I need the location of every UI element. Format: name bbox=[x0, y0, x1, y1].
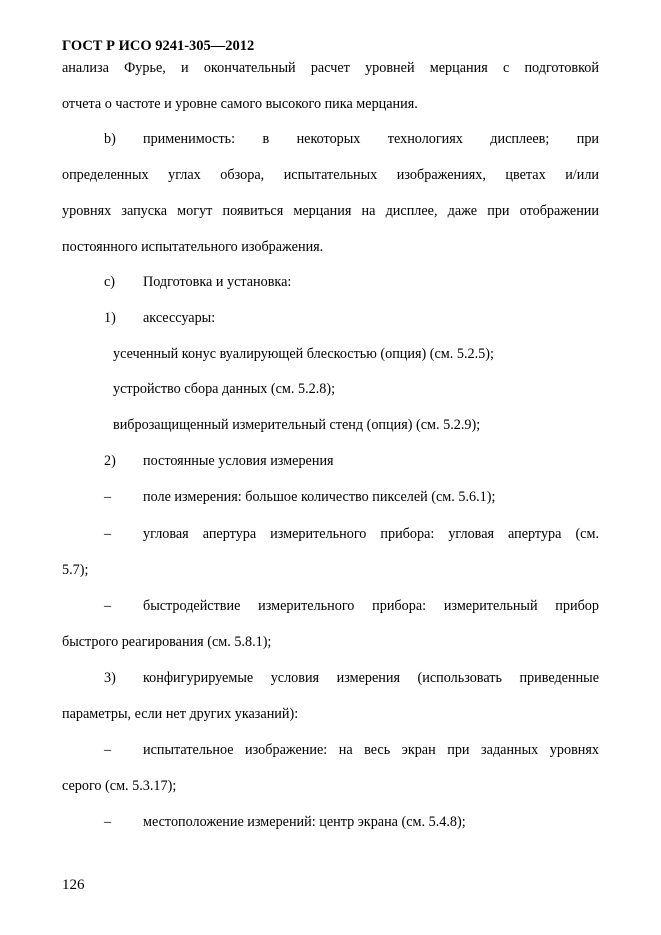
list-marker-3: 3) bbox=[104, 670, 116, 686]
dash-item-continuation: 5.7); bbox=[62, 562, 89, 578]
dash-item-continuation: быстрого реагирования (см. 5.8.1); bbox=[62, 634, 272, 650]
dash-item-text: угловая апертура измерительного прибора: угловая апертура (см. bbox=[143, 526, 599, 542]
list-item-2-text: постоянные условия измерения bbox=[143, 453, 334, 469]
dash-marker: – bbox=[104, 598, 112, 614]
dash-item-text: местоположение измерений: центр экрана (см. 5.4.8); bbox=[143, 814, 466, 830]
list-marker-2: 2) bbox=[104, 453, 116, 469]
list-item-1-text: аксессуары: bbox=[143, 310, 216, 326]
list-marker-1: 1) bbox=[104, 310, 116, 326]
accessory-item: виброзащищенный измерительный стенд (опция) (см. 5.2.9); bbox=[113, 417, 481, 433]
list-item-3-continuation: параметры, если нет других указаний): bbox=[62, 706, 299, 722]
dash-marker: – bbox=[104, 814, 112, 830]
list-marker-b: b) bbox=[104, 131, 116, 147]
list-item-b-text: применимость: в некоторых технологиях дисплеев; при bbox=[143, 131, 599, 147]
dash-item-text: поле измерения: большое количество пикселей (см. 5.6.1); bbox=[143, 489, 496, 505]
dash-item-continuation: серого (см. 5.3.17); bbox=[62, 778, 177, 794]
list-item-c-text: Подготовка и установка: bbox=[143, 274, 292, 290]
dash-marker: – bbox=[104, 742, 112, 758]
text-line: определенных углах обзора, испытательных изображениях, цветах и/или bbox=[62, 167, 599, 183]
page-number: 126 bbox=[62, 877, 85, 893]
list-item-3-text: конфигурируемые условия измерения (использовать приведенные bbox=[143, 670, 599, 686]
dash-marker: – bbox=[104, 526, 112, 542]
text-line: постоянного испытательного изображения. bbox=[62, 239, 324, 255]
list-marker-c: c) bbox=[104, 274, 116, 290]
accessory-item: усеченный конус вуалирующей блескостью (опция) (см. 5.2.5); bbox=[113, 346, 494, 362]
text-line: уровнях запуска могут появиться мерцания на дисплее, даже при отображении bbox=[62, 203, 599, 219]
dash-marker: – bbox=[104, 489, 112, 505]
accessory-item: устройство сбора данных (см. 5.2.8); bbox=[113, 381, 336, 397]
dash-item-text: испытательное изображение: на весь экран при заданных уровнях bbox=[143, 742, 599, 758]
text-line: анализа Фурье, и окончательный расчет уровней мерцания с подготовкой bbox=[62, 60, 599, 76]
document-header: ГОСТ Р ИСО 9241-305—2012 bbox=[62, 38, 255, 54]
dash-item-text: быстродействие измерительного прибора: измерительный прибор bbox=[143, 598, 599, 614]
text-line: отчета о частоте и уровне самого высокого пика мерцания. bbox=[62, 96, 418, 112]
